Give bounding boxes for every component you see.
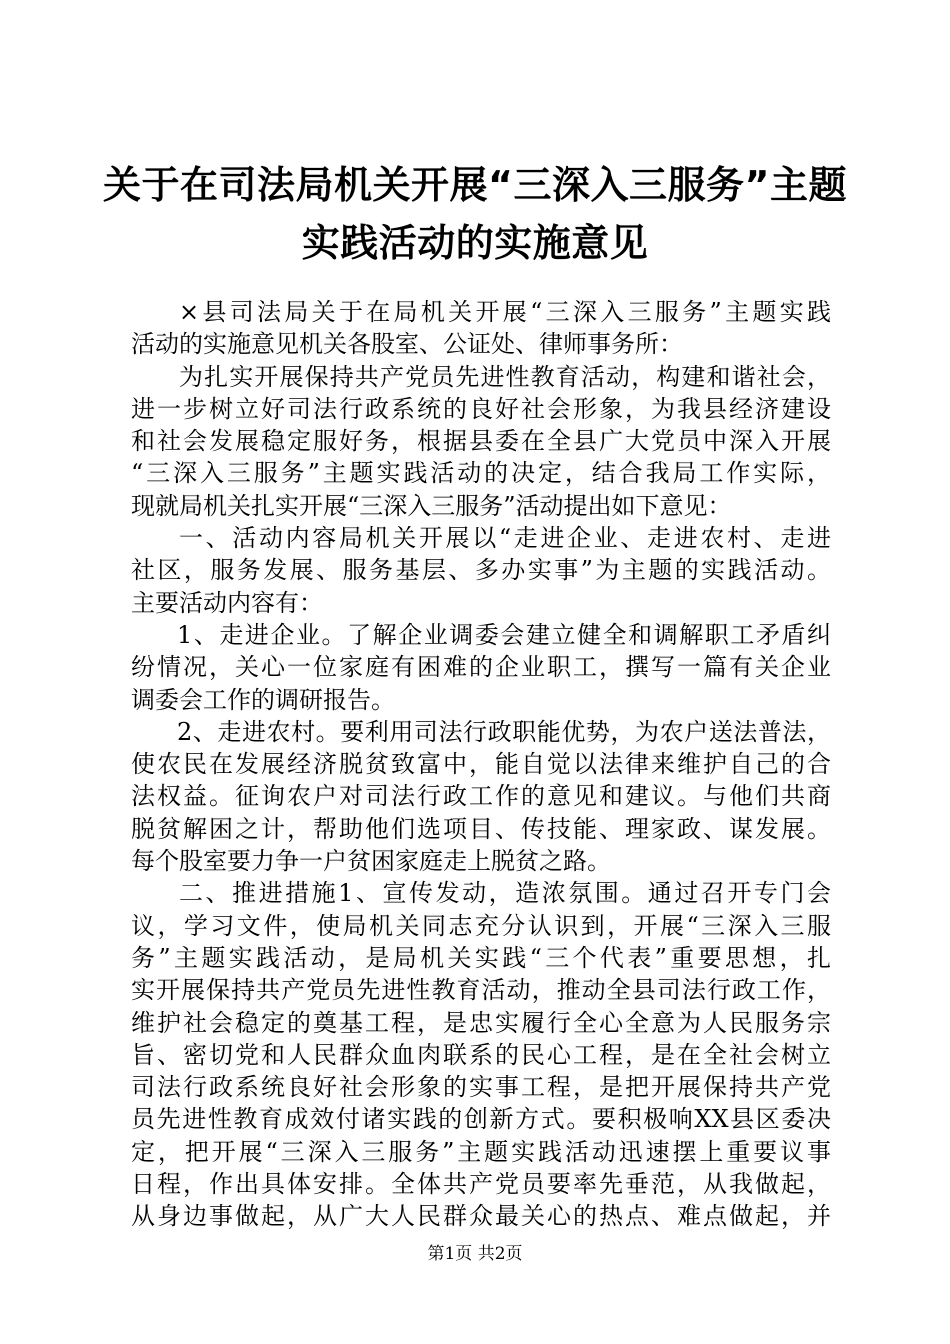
body-line: 实开展保持共产党员先进性教育活动，推动全县司法行政工作，	[131, 976, 831, 1005]
body-line: 维护社会稳定的奠基工程，是忠实履行全心全意为人民服务宗	[131, 1008, 831, 1037]
body-line: 使农民在发展经济脱贫致富中，能自觉以法律来维护自己的合	[131, 750, 831, 779]
body-line: 从身边事做起，从广大人民群众最关心的热点、难点做起，并	[131, 1202, 831, 1231]
body-line: 活动的实施意见机关各股室、公证处、律师事务所：	[131, 330, 683, 359]
document-body	[131, 296, 831, 1233]
body-line: 调委会工作的调研报告。	[131, 685, 395, 714]
body-line: 议，学习文件，使局机关同志充分认识到，开展“三深入三服	[131, 911, 831, 940]
body-line: “三深入三服务”主题实践活动的决定，结合我局工作实际，	[131, 459, 831, 488]
body-line: 进一步树立好司法行政系统的良好社会形象，为我县经济建设	[131, 394, 831, 423]
body-line: 日程，作出具体安排。全体共产党员要率先垂范，从我做起，	[131, 1170, 831, 1199]
body-line: 脱贫解困之计，帮助他们选项目、传技能、理家政、谋发展。	[131, 814, 831, 843]
body-line: 现就局机关扎实开展“三深入三服务”活动提出如下意见：	[131, 491, 732, 520]
body-line: 员先进性教育成效付诸实践的创新方式。要积极响XX县区委决	[131, 1105, 831, 1134]
body-line: 二、推进措施1、宣传发动，造浓氛围。通过召开专门会	[179, 879, 831, 908]
page-number: 第1页 共2页	[427, 1244, 523, 1264]
document-title-line-1: 关于在司法局机关开展“三深入三服务”主题	[103, 163, 847, 207]
body-line: 1、走进企业。了解企业调委会建立健全和调解职工矛盾纠	[177, 620, 831, 649]
body-line: 和社会发展稳定服好务，根据县委在全县广大党员中深入开展	[131, 427, 831, 456]
body-line: 社区，服务发展、服务基层、多办实事”为主题的实践活动。	[131, 556, 831, 585]
document-title-line-2: 实践活动的实施意见	[301, 221, 649, 265]
body-line: ×县司法局关于在局机关开展“三深入三服务”主题实践	[179, 298, 831, 326]
body-line: 定，把开展“三深入三服务”主题实践活动迅速摆上重要议事	[131, 1137, 831, 1166]
body-line: 一、活动内容局机关开展以“走进企业、走进农村、走进	[179, 524, 831, 553]
body-line: 旨、密切党和人民群众血肉联系的民心工程，是在全社会树立	[131, 1040, 831, 1069]
body-line: 司法行政系统良好社会形象的实事工程，是把开展保持共产党	[131, 1073, 831, 1102]
body-line: 纷情况，关心一位家庭有困难的企业职工，撰写一篇有关企业	[131, 653, 831, 682]
body-line: 2、走进农村。要利用司法行政职能优势，为农户送法普法，	[177, 717, 831, 746]
body-line: 每个股室要力争一户贫困家庭走上脱贫之路。	[131, 847, 611, 876]
body-line: 务”主题实践活动，是局机关实践“三个代表”重要思想，扎	[131, 943, 831, 972]
body-line: 为扎实开展保持共产党员先进性教育活动，构建和谐社会，	[179, 362, 831, 391]
body-line: 主要活动内容有：	[131, 588, 323, 617]
body-line: 法权益。征询农户对司法行政工作的意见和建议。与他们共商	[131, 782, 831, 811]
